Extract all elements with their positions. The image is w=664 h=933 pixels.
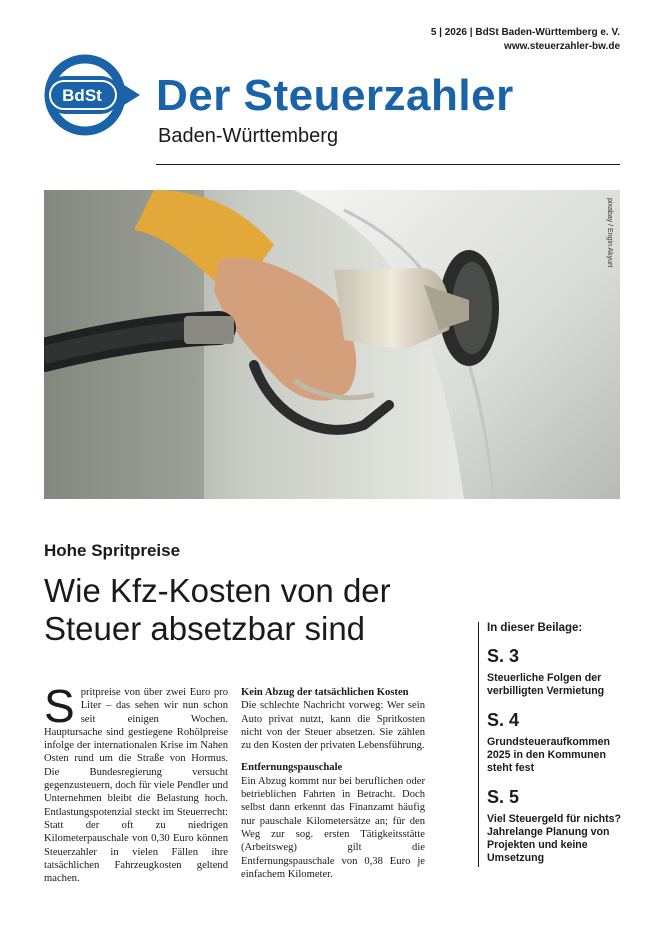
sidebar-page-number: S. 3 <box>487 646 520 666</box>
article-intro: pritpreise von über zwei Euro pro Liter – das sehen wir nun schon seit einigen Wochen. Hauptursache sind gestiegene Rohölpreise infolge der internationalen Krise im Nahen Osten rund um die Straße von Hormus. Die Bundesregierung versucht gegenzusteuern, doch für viele Pendler und Unternehmen bleibt die Belastung hoch. Entlastungspotenzial steckt im Steuerrecht: Statt der oft zu niedrigen Kilometerpauschale von 0,30 Euro können Steuerzahler in vielen Fällen ihre tatsächlichen Fahrzeugkosten geltend machen. <box>44 687 228 885</box>
bdst-logo <box>42 52 142 138</box>
contents-sidebar <box>478 622 628 867</box>
article-kicker: Hohe Spritpreise <box>44 541 181 560</box>
section-heading: Kein Abzug der tatsächlichen Kosten <box>241 687 409 698</box>
article-column-2 <box>241 686 425 890</box>
sidebar-item[interactable] <box>487 646 628 698</box>
sidebar-item[interactable] <box>487 710 628 775</box>
dropcap: S <box>44 680 75 732</box>
photo-credit: pixabay / Engin Akyurt <box>606 198 613 268</box>
article-column-1 <box>44 680 228 885</box>
logo-text: BdSt <box>62 86 102 105</box>
section-heading: Entfernungspauschale <box>241 762 343 774</box>
fuel-nozzle-photo <box>44 190 620 499</box>
sidebar-page-number: S. 4 <box>487 710 520 730</box>
sidebar-item[interactable] <box>487 787 628 865</box>
sidebar-item-text: Steuerliche Folgen der verbilligten Vermietung <box>487 672 605 697</box>
masthead-title: Der Steuerzahler <box>156 71 514 120</box>
section-text: Ein Abzug kommt nur bei beruflichen oder betrieblichen Fahrten in Betracht. Doch selbst dann erkennt das Finanzamt häufig nur pauschale Kilometersätze an; für den Weg zur sog. ersten Tätigkeitsstätte (Arbeitsweg) gilt die Entfernungspauschale von 0,38 Euro je einfachem Kilometer. <box>241 775 425 880</box>
sidebar-page-number: S. 5 <box>487 787 520 807</box>
website-url: www.steuerzahler-bw.de <box>504 41 620 52</box>
masthead-subtitle: Baden-Württemberg <box>158 125 339 147</box>
issue-line: 5 | 2026 | BdSt Baden-Württemberg e. V. <box>430 27 620 38</box>
section-text: Die schlechte Nachricht vorweg: Wer sein Auto privat nutzt, kann die Spritkosten nicht von der Steuer absetzen. Sie zählen zu den Kosten der privaten Lebensführung. <box>241 700 425 752</box>
article-headline: Wie Kfz-Kosten von der Steuer absetzbar sind <box>44 572 391 647</box>
sidebar-item-text: Viel Steuergeld für nichts? Jahrelange Planung von Projekten und keine Umsetzung <box>487 813 622 864</box>
sidebar-item-text: Grundsteueraufkommen 2025 in den Kommunen steht fest <box>487 736 611 774</box>
issue-info <box>431 26 620 54</box>
sidebar-heading: In dieser Beilage: <box>487 622 583 634</box>
header-divider <box>156 164 620 165</box>
